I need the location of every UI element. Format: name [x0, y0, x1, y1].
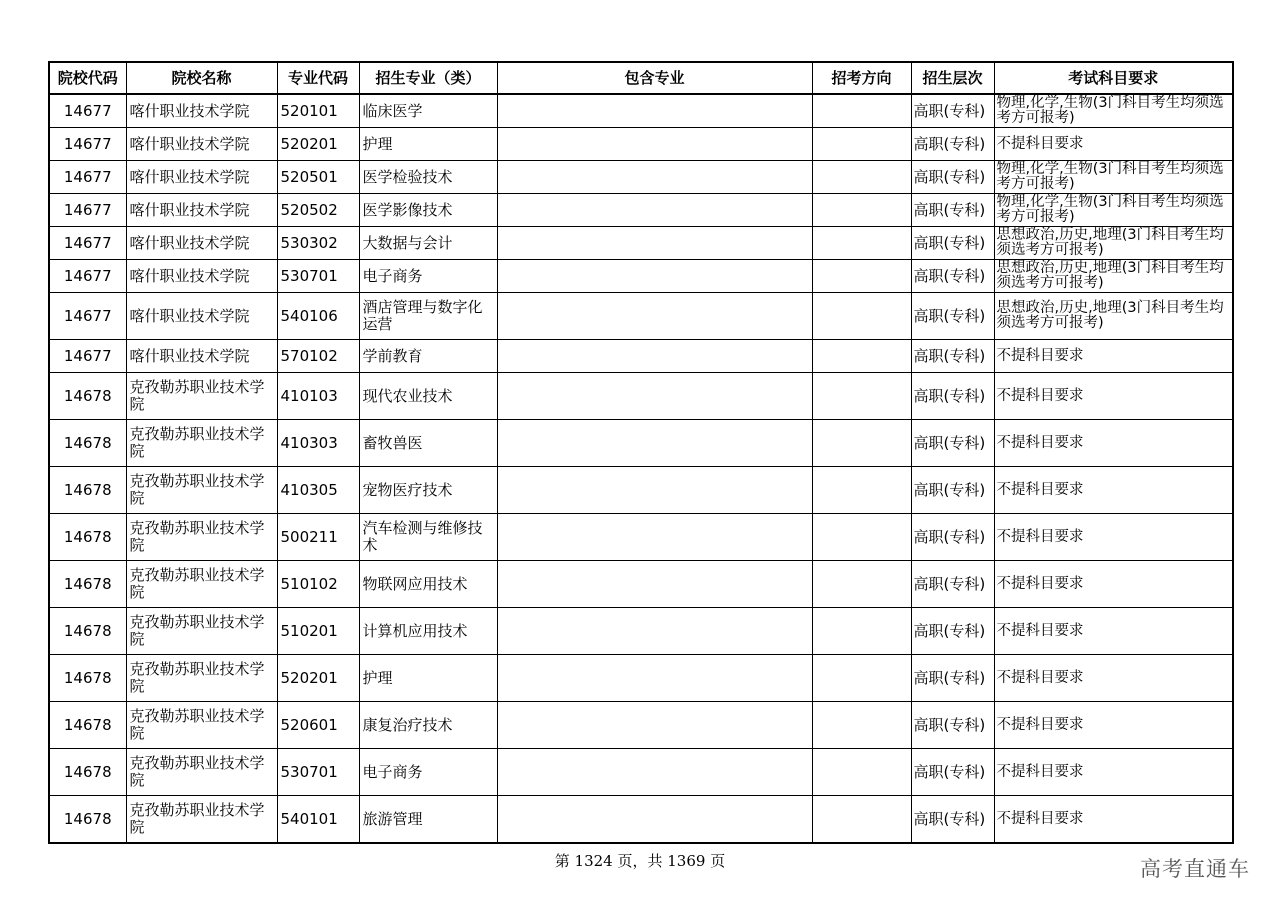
- cell-major-code: 410303: [277, 420, 359, 467]
- cell-school-name: 克孜勒苏职业技术学院: [126, 561, 277, 608]
- cell-school-name: 喀什职业技术学院: [126, 260, 277, 293]
- cell-included-majors: [497, 655, 812, 702]
- cell-major-code: 530302: [277, 227, 359, 260]
- cell-included-majors: [497, 293, 812, 340]
- cell-direction: [812, 128, 911, 161]
- cell-direction: [812, 608, 911, 655]
- cell-level: 高职(专科): [911, 655, 994, 702]
- cell-requirement: 不提科目要求: [994, 655, 1233, 702]
- cell-school-code: 14678: [49, 467, 126, 514]
- cell-requirement: 物理,化学,生物(3门科目考生均须选考方可报考): [994, 194, 1233, 227]
- cell-major-code: 530701: [277, 749, 359, 796]
- cell-direction: [812, 260, 911, 293]
- cell-school-code: 14678: [49, 702, 126, 749]
- cell-major-code: 410103: [277, 373, 359, 420]
- cell-school-code: 14677: [49, 161, 126, 194]
- cell-school-code: 14677: [49, 128, 126, 161]
- cell-major-code: 500211: [277, 514, 359, 561]
- page-indicator: 第 1324 页，共 1369 页: [554, 852, 726, 870]
- cell-major: 学前教育: [359, 340, 497, 373]
- cell-direction: [812, 340, 911, 373]
- cell-level: 高职(专科): [911, 702, 994, 749]
- header-requirement: 考试科目要求: [994, 62, 1233, 94]
- cell-level: 高职(专科): [911, 94, 994, 128]
- table-row: [49, 293, 1233, 340]
- cell-school-name: 克孜勒苏职业技术学院: [126, 608, 277, 655]
- cell-requirement: 不提科目要求: [994, 561, 1233, 608]
- cell-school-code: 14678: [49, 608, 126, 655]
- cell-major: 旅游管理: [359, 796, 497, 844]
- watermark-logo-text: 高考直通车: [1140, 857, 1250, 881]
- cell-major-code: 520201: [277, 128, 359, 161]
- cell-school-code: 14678: [49, 373, 126, 420]
- cell-included-majors: [497, 796, 812, 844]
- cell-school-code: 14677: [49, 293, 126, 340]
- table-row: [49, 702, 1233, 749]
- cell-school-name: 喀什职业技术学院: [126, 293, 277, 340]
- cell-school-code: 14677: [49, 94, 126, 128]
- cell-school-name: 喀什职业技术学院: [126, 227, 277, 260]
- cell-level: 高职(专科): [911, 749, 994, 796]
- cell-school-code: 14678: [49, 796, 126, 844]
- cell-school-code: 14677: [49, 194, 126, 227]
- cell-major: 康复治疗技术: [359, 702, 497, 749]
- header-school-name: 院校名称: [126, 62, 277, 94]
- table-row: [49, 340, 1233, 373]
- header-school-code: 院校代码: [49, 62, 126, 94]
- cell-major-code: 540101: [277, 796, 359, 844]
- cell-requirement: 不提科目要求: [994, 340, 1233, 373]
- cell-direction: [812, 702, 911, 749]
- cell-requirement: 不提科目要求: [994, 373, 1233, 420]
- header-direction: 招考方向: [812, 62, 911, 94]
- table-row: [49, 796, 1233, 844]
- table-row: [49, 194, 1233, 227]
- cell-major: 汽车检测与维修技术: [359, 514, 497, 561]
- cell-school-code: 14677: [49, 227, 126, 260]
- cell-requirement: 不提科目要求: [994, 749, 1233, 796]
- cell-school-name: 克孜勒苏职业技术学院: [126, 373, 277, 420]
- cell-school-code: 14677: [49, 340, 126, 373]
- table-row: [49, 260, 1233, 293]
- cell-major-code: 510102: [277, 561, 359, 608]
- cell-school-code: 14678: [49, 655, 126, 702]
- header-major-code: 专业代码: [277, 62, 359, 94]
- cell-direction: [812, 194, 911, 227]
- cell-included-majors: [497, 561, 812, 608]
- cell-major: 畜牧兽医: [359, 420, 497, 467]
- cell-school-name: 喀什职业技术学院: [126, 161, 277, 194]
- cell-major: 宠物医疗技术: [359, 467, 497, 514]
- cell-direction: [812, 514, 911, 561]
- table-row: [49, 420, 1233, 467]
- cell-included-majors: [497, 702, 812, 749]
- cell-major: 医学影像技术: [359, 194, 497, 227]
- cell-requirement: 不提科目要求: [994, 608, 1233, 655]
- cell-major: 酒店管理与数字化运营: [359, 293, 497, 340]
- table-row: [49, 373, 1233, 420]
- table-row: [49, 655, 1233, 702]
- header-included-majors: 包含专业: [497, 62, 812, 94]
- cell-major: 医学检验技术: [359, 161, 497, 194]
- cell-level: 高职(专科): [911, 420, 994, 467]
- cell-school-code: 14678: [49, 420, 126, 467]
- cell-school-name: 克孜勒苏职业技术学院: [126, 655, 277, 702]
- cell-included-majors: [497, 340, 812, 373]
- table-row: [49, 514, 1233, 561]
- cell-major-code: 520201: [277, 655, 359, 702]
- cell-level: 高职(专科): [911, 514, 994, 561]
- cell-level: 高职(专科): [911, 608, 994, 655]
- cell-school-name: 克孜勒苏职业技术学院: [126, 514, 277, 561]
- cell-requirement: 不提科目要求: [994, 420, 1233, 467]
- cell-level: 高职(专科): [911, 293, 994, 340]
- cell-requirement: 不提科目要求: [994, 796, 1233, 844]
- cell-school-code: 14678: [49, 514, 126, 561]
- cell-included-majors: [497, 128, 812, 161]
- cell-school-name: 克孜勒苏职业技术学院: [126, 702, 277, 749]
- cell-level: 高职(专科): [911, 128, 994, 161]
- admissions-table: [48, 61, 1234, 844]
- cell-major-code: 570102: [277, 340, 359, 373]
- table-row: [49, 94, 1233, 128]
- cell-direction: [812, 796, 911, 844]
- table-row: [49, 467, 1233, 514]
- cell-major-code: 410305: [277, 467, 359, 514]
- cell-major-code: 520101: [277, 94, 359, 128]
- cell-level: 高职(专科): [911, 340, 994, 373]
- cell-direction: [812, 293, 911, 340]
- cell-level: 高职(专科): [911, 260, 994, 293]
- cell-included-majors: [497, 467, 812, 514]
- cell-included-majors: [497, 749, 812, 796]
- cell-major-code: 530701: [277, 260, 359, 293]
- cell-level: 高职(专科): [911, 561, 994, 608]
- cell-requirement: 不提科目要求: [994, 128, 1233, 161]
- cell-school-name: 克孜勒苏职业技术学院: [126, 796, 277, 844]
- cell-included-majors: [497, 420, 812, 467]
- cell-included-majors: [497, 260, 812, 293]
- cell-major: 电子商务: [359, 260, 497, 293]
- table-header-row: [49, 62, 1233, 94]
- cell-school-name: 克孜勒苏职业技术学院: [126, 420, 277, 467]
- cell-included-majors: [497, 608, 812, 655]
- cell-school-code: 14678: [49, 749, 126, 796]
- cell-level: 高职(专科): [911, 796, 994, 844]
- cell-direction: [812, 94, 911, 128]
- cell-included-majors: [497, 94, 812, 128]
- header-major: 招生专业（类）: [359, 62, 497, 94]
- cell-school-name: 喀什职业技术学院: [126, 194, 277, 227]
- cell-major: 护理: [359, 655, 497, 702]
- cell-major: 临床医学: [359, 94, 497, 128]
- cell-requirement: 思想政治,历史,地理(3门科目考生均须选考方可报考): [994, 227, 1233, 260]
- cell-included-majors: [497, 373, 812, 420]
- table-row: [49, 608, 1233, 655]
- cell-school-name: 克孜勒苏职业技术学院: [126, 467, 277, 514]
- cell-major: 现代农业技术: [359, 373, 497, 420]
- cell-direction: [812, 467, 911, 514]
- cell-included-majors: [497, 194, 812, 227]
- cell-major: 物联网应用技术: [359, 561, 497, 608]
- cell-requirement: 不提科目要求: [994, 514, 1233, 561]
- table-row: [49, 749, 1233, 796]
- cell-major-code: 520502: [277, 194, 359, 227]
- cell-requirement: 思想政治,历史,地理(3门科目考生均须选考方可报考): [994, 293, 1233, 340]
- cell-direction: [812, 227, 911, 260]
- cell-school-name: 喀什职业技术学院: [126, 94, 277, 128]
- cell-major-code: 510201: [277, 608, 359, 655]
- cell-level: 高职(专科): [911, 467, 994, 514]
- cell-school-name: 喀什职业技术学院: [126, 128, 277, 161]
- cell-major-code: 520501: [277, 161, 359, 194]
- cell-level: 高职(专科): [911, 161, 994, 194]
- cell-school-code: 14677: [49, 260, 126, 293]
- cell-school-code: 14678: [49, 561, 126, 608]
- table-row: [49, 128, 1233, 161]
- cell-direction: [812, 420, 911, 467]
- cell-requirement: 思想政治,历史,地理(3门科目考生均须选考方可报考): [994, 260, 1233, 293]
- cell-level: 高职(专科): [911, 194, 994, 227]
- cell-major-code: 520601: [277, 702, 359, 749]
- cell-included-majors: [497, 161, 812, 194]
- table-row: [49, 227, 1233, 260]
- cell-direction: [812, 749, 911, 796]
- cell-major: 护理: [359, 128, 497, 161]
- cell-level: 高职(专科): [911, 373, 994, 420]
- cell-requirement: 物理,化学,生物(3门科目考生均须选考方可报考): [994, 94, 1233, 128]
- cell-included-majors: [497, 514, 812, 561]
- cell-direction: [812, 373, 911, 420]
- cell-school-name: 克孜勒苏职业技术学院: [126, 749, 277, 796]
- cell-requirement: 不提科目要求: [994, 702, 1233, 749]
- cell-major: 计算机应用技术: [359, 608, 497, 655]
- cell-school-name: 喀什职业技术学院: [126, 340, 277, 373]
- cell-direction: [812, 161, 911, 194]
- table-row: [49, 561, 1233, 608]
- table-row: [49, 161, 1233, 194]
- cell-major: 大数据与会计: [359, 227, 497, 260]
- header-level: 招生层次: [911, 62, 994, 94]
- cell-requirement: 不提科目要求: [994, 467, 1233, 514]
- cell-major: 电子商务: [359, 749, 497, 796]
- cell-level: 高职(专科): [911, 227, 994, 260]
- cell-direction: [812, 655, 911, 702]
- cell-included-majors: [497, 227, 812, 260]
- cell-direction: [812, 561, 911, 608]
- cell-requirement: 物理,化学,生物(3门科目考生均须选考方可报考): [994, 161, 1233, 194]
- cell-major-code: 540106: [277, 293, 359, 340]
